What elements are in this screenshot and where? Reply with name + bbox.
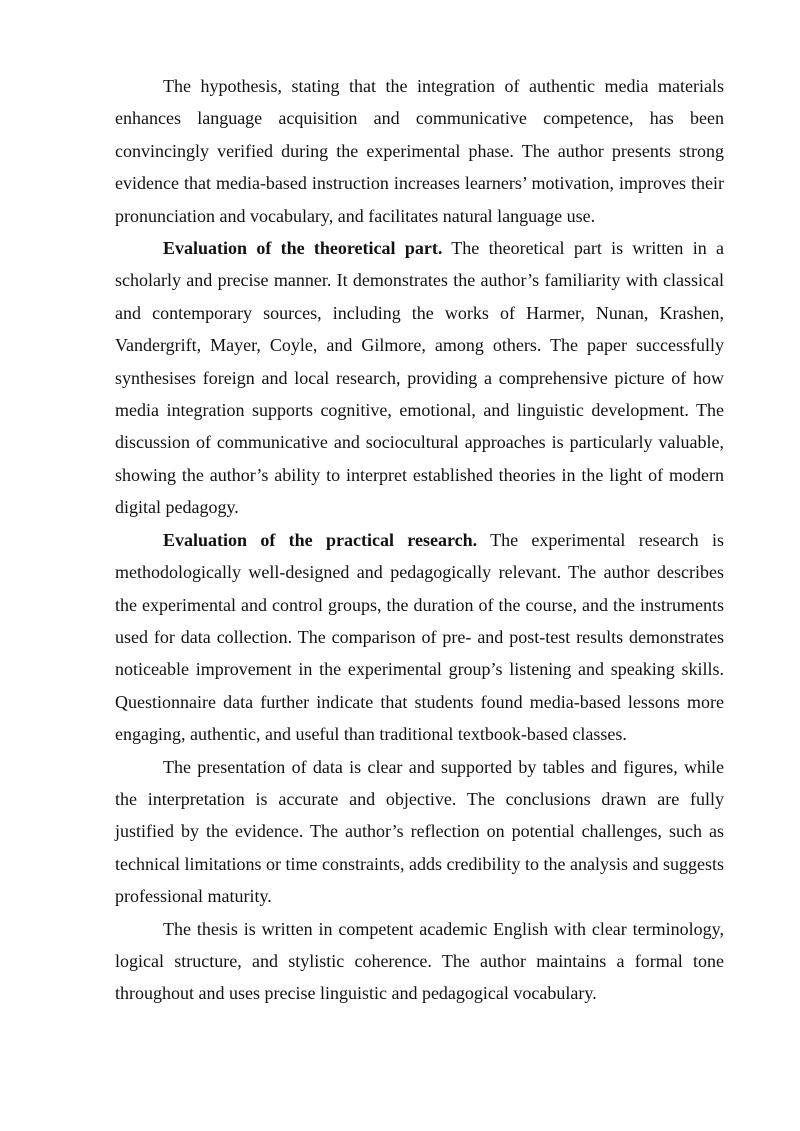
paragraph-text: The thesis is written in competent academic English with clear terminology, logical structure, and stylistic coherence. The author maintains a formal tone throughout and uses precise linguistic and pedagogical vocabulary. [115, 918, 724, 1004]
paragraph-data-presentation [115, 751, 724, 913]
paragraph-practical-evaluation [115, 524, 724, 751]
paragraph-hypothesis [115, 70, 724, 232]
paragraph-language-style [115, 913, 724, 1010]
body-text [115, 70, 724, 1010]
paragraph-heading: Evaluation of the practical research. [163, 529, 478, 550]
paragraph-heading: Evaluation of the theoretical part. [163, 238, 443, 259]
paragraph-text: The experimental research is methodologically well-designed and pedagogically relevant. The author describes the experimental and control groups, the duration of the course, and the instruments used for data collection. The comparison of pre- and post-test results demonstrates noticeable improvement in the experimental group’s listening and speaking skills. Questionnaire data further indicate that students found media-based lessons more engaging, authentic, and useful than traditional textbook-based classes. [115, 529, 724, 745]
paragraph-text: The theoretical part is written in a scholarly and precise manner. It demonstrates the author’s familiarity with classical and contemporary sources, including the works of Harmer, Nunan, Krashen, Vandergrift, Mayer, Coyle, and Gilmore, among others. The paper successfully synthesises foreign and local research, providing a comprehensive picture of how media integration supports cognitive, emotional, and linguistic development. The discussion of communicative and sociocultural approaches is particularly valuable, showing the author’s ability to interpret established theories in the light of modern digital pedagogy. [115, 238, 724, 518]
paragraph-text: The presentation of data is clear and supported by tables and figures, while the interpretation is accurate and objective. The conclusions drawn are fully justified by the evidence. The author’s reflection on potential challenges, such as technical limitations or time constraints, adds credibility to the analysis and suggests professional maturity. [115, 756, 724, 907]
paragraph-text: The hypothesis, stating that the integration of authentic media materials enhances language acquisition and communicative competence, has been convincingly verified during the experimental phase. The author presents strong evidence that media-based instruction increases learners’ motivation, improves their pronunciation and vocabulary, and facilitates natural language use. [115, 76, 724, 226]
paragraph-theoretical-evaluation [115, 232, 724, 524]
